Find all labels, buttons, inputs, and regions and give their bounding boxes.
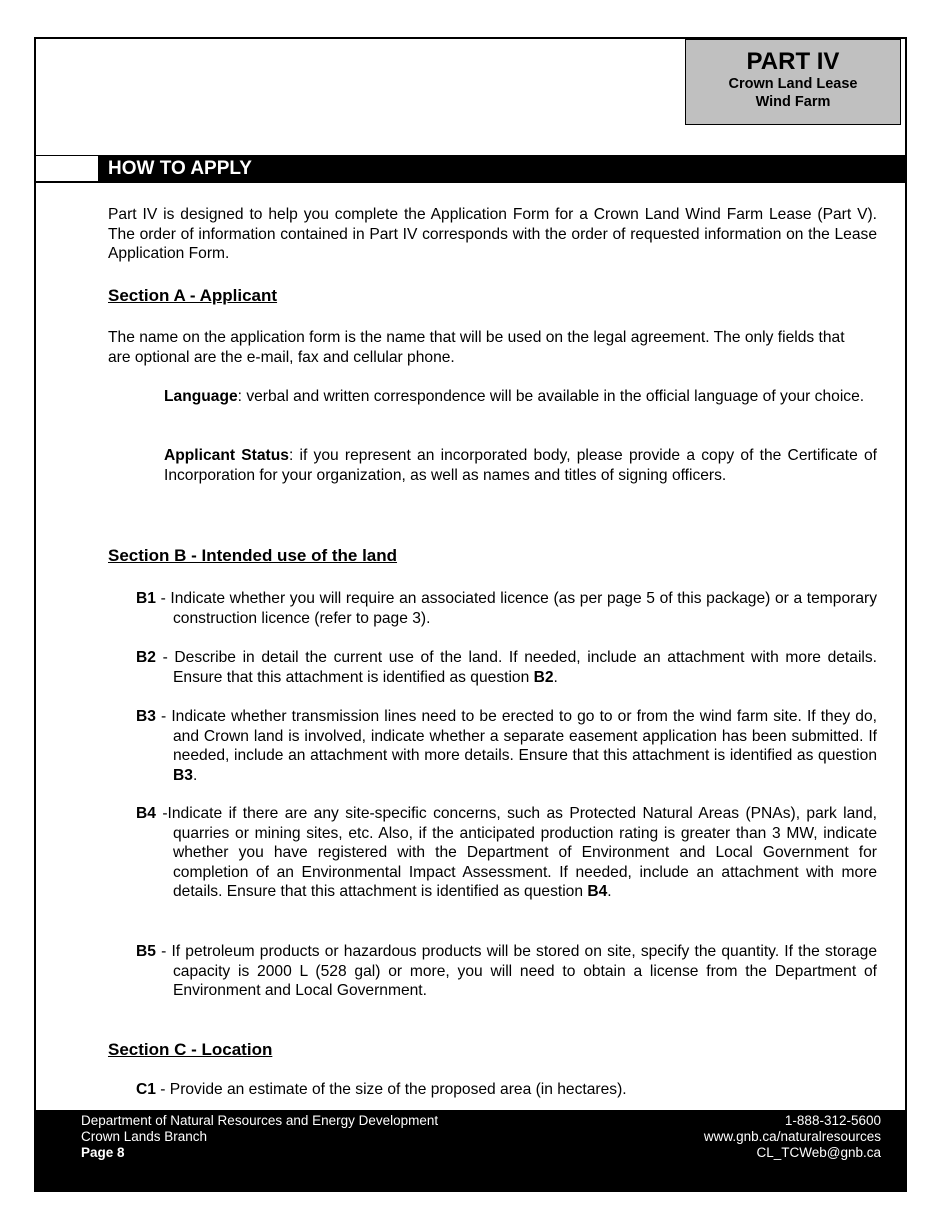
part-subtitle-1: Crown Land Lease (728, 76, 858, 92)
section-b-heading: Section B - Intended use of the land (108, 546, 398, 565)
applicant-status-paragraph (164, 446, 877, 485)
language-paragraph (164, 387, 877, 407)
footer-phone: 1-888-312-5600 (784, 1113, 881, 1128)
language-label: Language (164, 388, 238, 405)
b4-text: -Indicate if there are any site-specific concerns, such as Protected Natural Areas (PNAs), park land, quarries or mining sites, etc. Also, if the anticipated production rating is greater than 3 MW, indicate whether you have registered with the Department of Environment and Local Government for completion of an Environmental Impact Assessment. If needed, include an attachment with more details. Ensure that this attachment is identified as question (155, 805, 877, 900)
b3-text: - Indicate whether transmission lines need to be erected to go to or from the wind farm site. If they do, and Crown land is involved, indicate whether a separate easement application has been submitted. If needed, include an attachment with more details. Ensure that this attachment is identified as question (155, 708, 877, 764)
b2-ref: B2 (533, 668, 554, 686)
section-a-heading: Section A - Applicant (108, 286, 278, 305)
footer-page-number: Page 8 (81, 1145, 125, 1160)
footer-website: www.gnb.ca/naturalresources (703, 1129, 881, 1144)
b4-label: B4 (136, 805, 156, 822)
section-a-text: The name on the application form is the name that will be used on the legal agreement. The only fields that are optional are the e-mail, fax and cellular phone. (108, 329, 845, 366)
item-c1 (136, 1080, 877, 1100)
language-text: : verbal and written correspondence will be available in the official language of your choice. (237, 388, 865, 405)
c1-label: C1 (136, 1081, 156, 1098)
part-label-box (685, 39, 901, 125)
item-b4: B4 -Indicate if there are any site-specific concerns, such as Protected Natural Areas (PNAs), park land, quarries or mining sites, etc. Also, if the anticipated production rating is greater than 3 MW, indicate whether you have registered with the Department of Environment and Local Government for completion of an Environmental Impact Assessment. If needed, include an attachment with more details. Ensure that this attachment is identified as question B4. (136, 805, 877, 900)
b3-ref: B3 (173, 766, 193, 784)
b3-label: B3 (136, 708, 156, 725)
b5-label: B5 (136, 943, 156, 960)
footer-left (81, 1113, 438, 1161)
part-subtitle-2: Wind Farm (755, 94, 831, 110)
b2-label: B2 (136, 649, 156, 666)
item-b3: B3 - Indicate whether transmission lines need to be erected to go to or from the wind farm site. If they do, and Crown land is involved, indicate whether a separate easement application has been submitted. If needed, include an attachment with more details. Ensure that this attachment is identified as question B3. (136, 708, 877, 784)
b4-ref: B4 (587, 883, 608, 900)
applicant-status-text: : if you represent an incorporated body, please provide a copy of the Certificate of Incorporation for your organization, as well as names and titles of signing officers. (164, 447, 877, 484)
b1-label: B1 (136, 590, 156, 607)
b2-text: - Describe in detail the current use of the land. If needed, include an attachment with more details. Ensure that this attachment is identified as question (155, 649, 877, 686)
b5-text: - If petroleum products or hazardous products will be stored on site, specify the quantity. If the storage capacity is 2000 L (528 gal) or more, you will need to obtain a license from the Department of Environment and Local Government. (155, 943, 877, 999)
page-footer (36, 1110, 907, 1192)
part-title: PART IV (746, 48, 840, 75)
applicant-status-label: Applicant Status (164, 447, 289, 464)
item-b5 (136, 942, 877, 1001)
c1-text: - Provide an estimate of the size of the proposed area (in hectares). (155, 1081, 627, 1098)
intro-paragraph: Part IV is designed to help you complete the Application Form for a Crown Land Wind Farm Lease (Part V). The order of information contained in Part IV corresponds with the order of requested information on the Lease Application Form. (108, 206, 877, 262)
footer-right (704, 1113, 881, 1161)
footer-branch: Crown Lands Branch (81, 1129, 208, 1144)
footer-department: Department of Natural Resources and Energy Development (81, 1113, 439, 1128)
item-b2: B2 - Describe in detail the current use of the land. If needed, include an attachment with more details. Ensure that this attachment is identified as question B2. (136, 649, 877, 686)
footer-email: CL_TCWeb@gnb.ca (756, 1145, 881, 1160)
banner-notch (36, 155, 98, 181)
b1-text: - Indicate whether you will require an associated licence (as per page 5 of this package) or a temporary construction licence (refer to page 3). (155, 590, 877, 627)
item-b1 (136, 589, 877, 628)
banner-title: HOW TO APPLY (108, 158, 252, 179)
section-c-heading: Section C - Location (108, 1040, 273, 1059)
